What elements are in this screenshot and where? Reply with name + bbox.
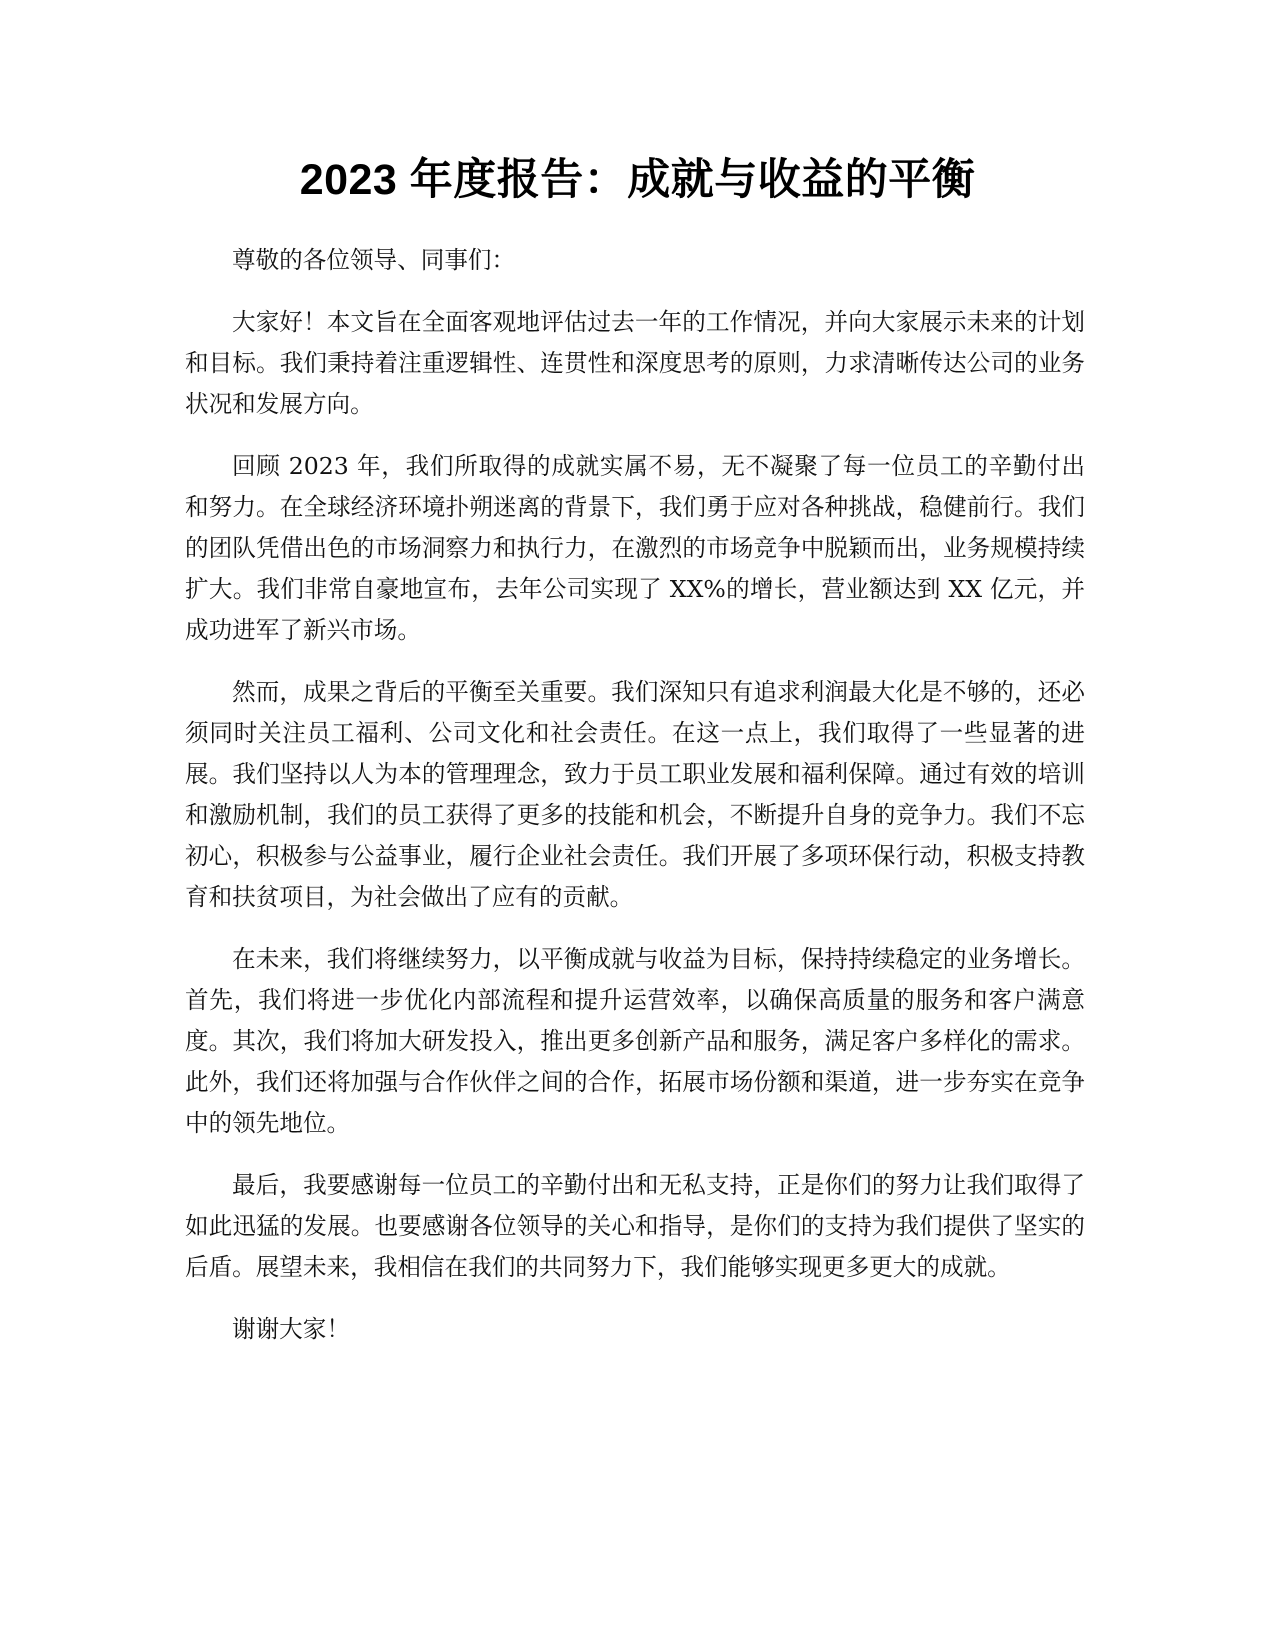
closing: 谢谢大家！ — [232, 1315, 350, 1343]
document-body — [185, 240, 1085, 1371]
paragraph-intro: 大家好！本文旨在全面客观地评估过去一年的工作情况，并向大家展示未来的计划和目标。我们秉持着注重逻辑性、连贯性和深度思考的原则，力求清晰传达公司的业务状况和发展方向。 — [185, 308, 1085, 418]
paragraph-thanks: 最后，我要感谢每一位员工的辛勤付出和无私支持，正是你们的努力让我们取得了如此迅猛的发展。也要感谢各位领导的关心和指导，是你们的支持为我们提供了坚实的后盾。展望未来，我相信在我们的共同努力下，我们能够实现更多更大的成就。 — [185, 1171, 1085, 1281]
paragraph-future: 在未来，我们将继续努力，以平衡成就与收益为目标，保持持续稳定的业务增长。首先，我们将进一步优化内部流程和提升运营效率，以确保高质量的服务和客户满意度。其次，我们将加大研发投入，推出更多创新产品和服务，满足客户多样化的需求。此外，我们还将加强与合作伙伴之间的合作，拓展市场份额和渠道，进一步夯实在竞争中的领先地位。 — [185, 945, 1085, 1137]
paragraph-balance: 然而，成果之背后的平衡至关重要。我们深知只有追求利润最大化是不够的，还必须同时关注员工福利、公司文化和社会责任。在这一点上，我们取得了一些显著的进展。我们坚持以人为本的管理理念，致力于员工职业发展和福利保障。通过有效的培训和激励机制，我们的员工获得了更多的技能和机会，不断提升自身的竞争力。我们不忘初心，积极参与公益事业，履行企业社会责任。我们开展了多项环保行动，积极支持教育和扶贫项目，为社会做出了应有的贡献。 — [185, 678, 1085, 911]
salutation: 尊敬的各位领导、同事们： — [232, 246, 516, 274]
paragraph-review: 回顾 2023 年，我们所取得的成就实属不易，无不凝聚了每一位员工的辛勤付出和努力。在全球经济环境扑朔迷离的背景下，我们勇于应对各种挑战，稳健前行。我们的团队凭借出色的市场洞察力和执行力，在激烈的市场竞争中脱颖而出，业务规模持续扩大。我们非常自豪地宣布，去年公司实现了 XX%的增长，营业额达到 XX 亿元，并成功进军了新兴市场。 — [185, 452, 1085, 644]
document-title: 2023 年度报告：成就与收益的平衡 — [299, 156, 976, 204]
